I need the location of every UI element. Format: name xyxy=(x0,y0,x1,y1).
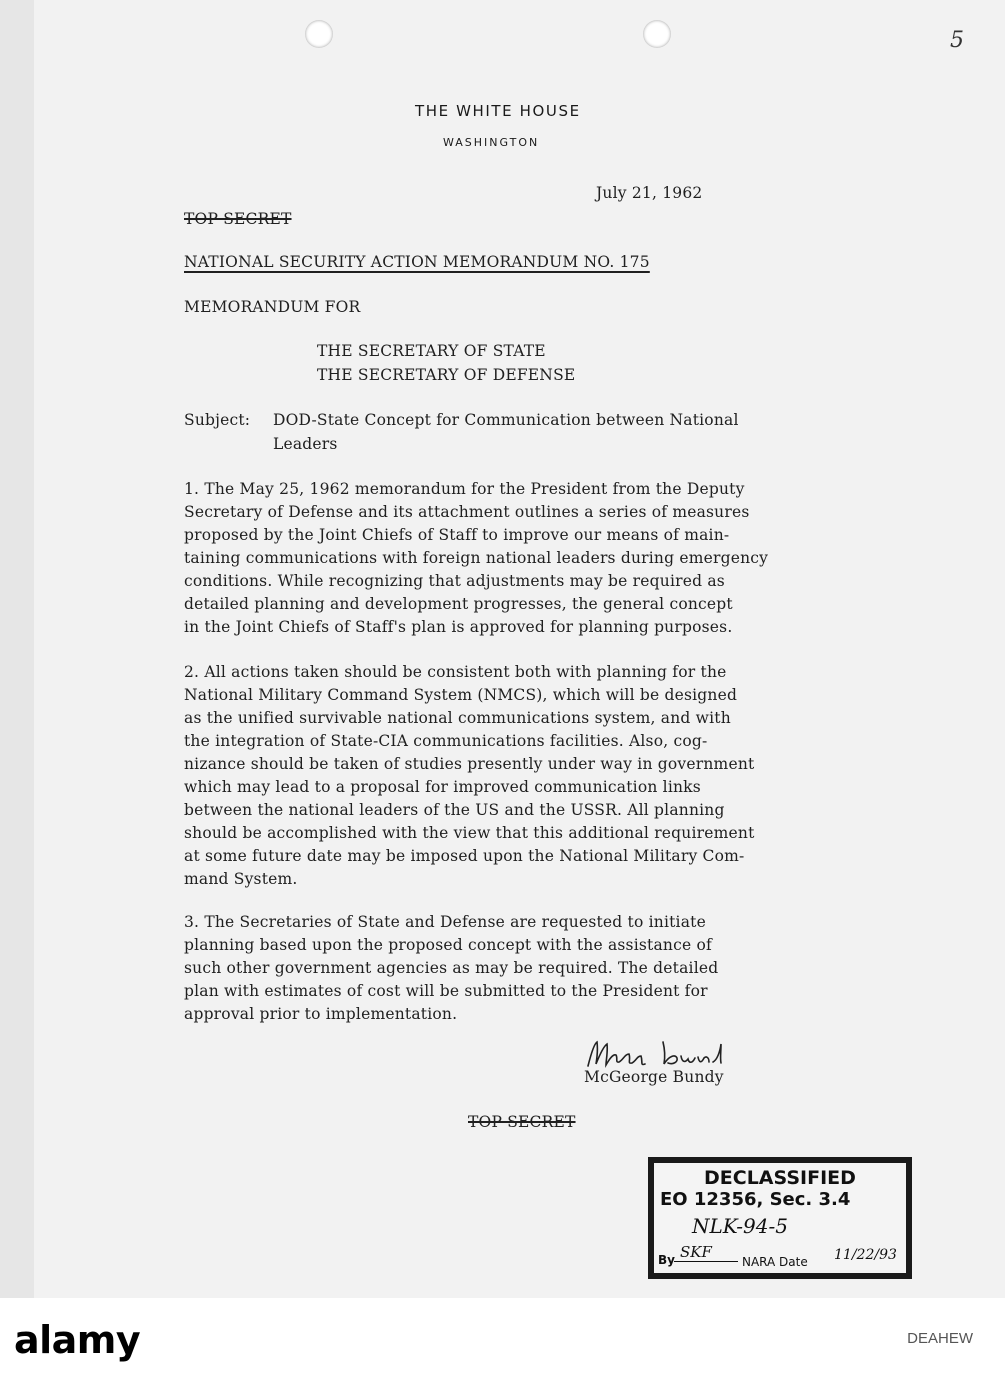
paragraph-2-line: 2. All actions taken should be consistent both with planning for the xyxy=(184,663,727,681)
stamp-authority: EO 12356, Sec. 3.4 xyxy=(660,1189,851,1210)
paragraph-3-line: approval prior to implementation. xyxy=(184,1005,458,1023)
footer-bar xyxy=(0,1298,1005,1390)
stamp-case-number: NLK-94-5 xyxy=(692,1214,788,1238)
paragraph-3-line: 3. The Secretaries of State and Defense are requested to initiate xyxy=(184,913,706,931)
subject-line: Leaders xyxy=(273,435,338,453)
stamp-nara-label: NARA Date xyxy=(742,1255,808,1269)
stamp-by-label: By xyxy=(658,1253,675,1267)
paragraph-3-line: planning based upon the proposed concept with the assistance of xyxy=(184,936,712,954)
memo-date: July 21, 1962 xyxy=(596,184,703,202)
paragraph-1-line: 1. The May 25, 1962 memorandum for the President from the Deputy xyxy=(184,480,745,498)
paragraph-1-line: proposed by the Joint Chiefs of Staff to improve our means of main- xyxy=(184,526,730,544)
stamp-initials-line xyxy=(674,1261,738,1262)
subject-label: Subject: xyxy=(184,411,251,429)
paragraph-2-line: which may lead to a proposal for improved communication links xyxy=(184,778,701,796)
paragraph-2-line: the integration of State-CIA communications facilities. Also, cog- xyxy=(184,732,708,750)
stamp-date: 11/22/93 xyxy=(834,1247,897,1263)
recipient-defense: THE SECRETARY OF DEFENSE xyxy=(317,366,576,384)
paragraph-2-line: between the national leaders of the US and the USSR. All planning xyxy=(184,801,725,819)
paragraph-1-line: detailed planning and development progresses, the general concept xyxy=(184,595,733,613)
paragraph-3-line: plan with estimates of cost will be submitted to the President for xyxy=(184,982,708,1000)
alamy-logo: alamy xyxy=(14,1318,141,1362)
stamp-title: DECLASSIFIED xyxy=(704,1167,856,1189)
paragraph-2-line: at some future date may be imposed upon the National Military Com- xyxy=(184,847,745,865)
handwritten-signature xyxy=(585,1036,745,1070)
stamp-initials: SKF xyxy=(680,1243,712,1261)
memo-title: NATIONAL SECURITY ACTION MEMORANDUM NO. 175 xyxy=(184,253,650,271)
subject-line: DOD-State Concept for Communication between National xyxy=(273,411,739,429)
classification-footer: TOP SECRET xyxy=(468,1113,576,1131)
punch-hole-icon xyxy=(305,20,333,48)
paragraph-1-line: taining communications with foreign national leaders during emergency xyxy=(184,549,769,567)
image-id: DEAHEW xyxy=(907,1330,973,1347)
recipient-state: THE SECRETARY OF STATE xyxy=(317,342,546,360)
paragraph-2-line: nizance should be taken of studies presently under way in government xyxy=(184,755,755,773)
paragraph-2-line: mand System. xyxy=(184,870,298,888)
declassified-stamp xyxy=(648,1157,912,1279)
letterhead-location: WASHINGTON xyxy=(443,136,540,149)
paragraph-1-line: Secretary of Defense and its attachment outlines a series of measures xyxy=(184,503,750,521)
page-number: 5 xyxy=(950,28,964,53)
paragraph-2-line: National Military Command System (NMCS), which will be designed xyxy=(184,686,738,704)
letterhead-title: THE WHITE HOUSE xyxy=(415,102,581,120)
paragraph-1-line: conditions. While recognizing that adjustments may be required as xyxy=(184,572,725,590)
punch-hole-icon xyxy=(643,20,671,48)
memorandum-for: MEMORANDUM FOR xyxy=(184,298,361,316)
paragraph-2-line: should be accomplished with the view that this additional requirement xyxy=(184,824,755,842)
paper-sheet xyxy=(34,0,1005,1298)
signatory-name: McGeorge Bundy xyxy=(584,1068,724,1086)
classification-header: TOP SECRET xyxy=(184,210,292,228)
paragraph-1-line: in the Joint Chiefs of Staff's plan is approved for planning purposes. xyxy=(184,618,733,636)
paragraph-2-line: as the unified survivable national communications system, and with xyxy=(184,709,731,727)
paragraph-3-line: such other government agencies as may be required. The detailed xyxy=(184,959,719,977)
